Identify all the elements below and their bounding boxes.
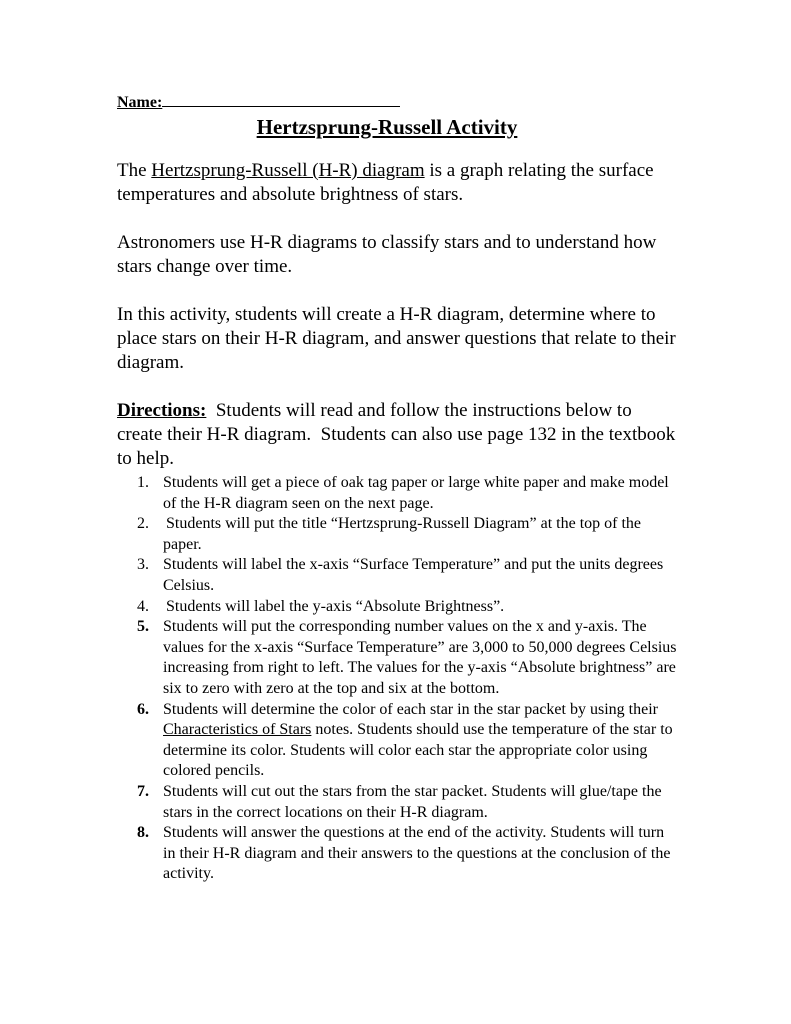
name-label: Name: bbox=[117, 94, 163, 111]
intro-paragraph-3: In this activity, students will create a H-R diagram, determine where to place stars on their H-R diagram, and answer questions that relate to their diagram. bbox=[117, 304, 676, 373]
step-number: 6. bbox=[137, 700, 149, 718]
step-6-text-before: Students will determine the color of each star in the star packet by using their bbox=[163, 700, 658, 718]
intro-p1-prefix: The bbox=[117, 160, 152, 181]
step-text: Students will put the title “Hertzsprung-Russell Diagram” at the top of the paper. bbox=[163, 515, 642, 553]
step-item bbox=[117, 782, 677, 823]
step-text: Students will label the y-axis “Absolute Brightness”. bbox=[166, 597, 505, 615]
step-text: Students will label the x-axis “Surface Temperature” and put the units degrees Celsius. bbox=[163, 556, 664, 594]
step-item bbox=[117, 823, 677, 885]
step-item bbox=[117, 555, 677, 596]
step-item bbox=[117, 473, 677, 514]
directions-text: Students will read and follow the instructions below to create their H-R diagram. Students can also use page 132 in the textbook to help. bbox=[117, 400, 680, 469]
step-item bbox=[117, 617, 677, 699]
step-number: 5. bbox=[137, 618, 149, 636]
intro-paragraph-1 bbox=[117, 159, 677, 207]
step-text: Students will cut out the stars from the star packet. Students will glue/tape the stars in the correct locations on their H-R diagram. bbox=[163, 782, 662, 821]
directions-paragraph bbox=[117, 399, 680, 471]
directions-label: Directions: bbox=[117, 400, 207, 421]
hr-diagram-term: Hertzsprung-Russell (H-R) diagram bbox=[151, 160, 425, 181]
step-text: Students will put the corresponding number values on the x and y-axis. The values for the x-axis “Surface Temperature” are 3,000 to 50,000 degrees Celsius increasing from right to left. The values for the y-axis “Absolute brightness” are six to zero with zero at the top and six at the bottom. bbox=[163, 618, 677, 697]
name-blank[interactable] bbox=[162, 92, 400, 107]
intro-p1-suffix: is a graph relating the surface temperatures and absolute brightness of stars. bbox=[117, 160, 654, 205]
step-number: 1. bbox=[137, 474, 149, 491]
name-field-line bbox=[117, 92, 677, 112]
document-title: Hertzsprung-Russell Activity bbox=[256, 115, 518, 139]
intro-paragraph-2: Astronomers use H-R diagrams to classify stars and to understand how stars change over time. bbox=[117, 232, 657, 277]
step-item bbox=[117, 597, 677, 618]
directions-steps-list bbox=[117, 473, 677, 885]
step-number: 2. bbox=[137, 515, 149, 533]
step-number: 8. bbox=[137, 824, 149, 842]
step-number: 4. bbox=[137, 597, 149, 615]
step-item bbox=[117, 514, 677, 555]
step-number: 7. bbox=[137, 782, 149, 800]
step-6-text-after: notes. Students should use the temperature of the star to determine its color. Students will color each star the appropriate color using colored pencils. bbox=[163, 721, 673, 780]
step-text: Students will get a piece of oak tag paper or large white paper and make model of the H-R diagram seen on the next page. bbox=[163, 474, 669, 512]
step-text bbox=[163, 701, 673, 780]
step-item bbox=[117, 700, 677, 782]
step-number: 3. bbox=[137, 556, 149, 574]
characteristics-of-stars-term: Characteristics of Stars bbox=[163, 721, 312, 739]
step-text: Students will answer the questions at the end of the activity. Students will turn in their H-R diagram and their answers to the questions at the conclusion of the activity. bbox=[163, 824, 671, 883]
document-page bbox=[117, 92, 680, 885]
